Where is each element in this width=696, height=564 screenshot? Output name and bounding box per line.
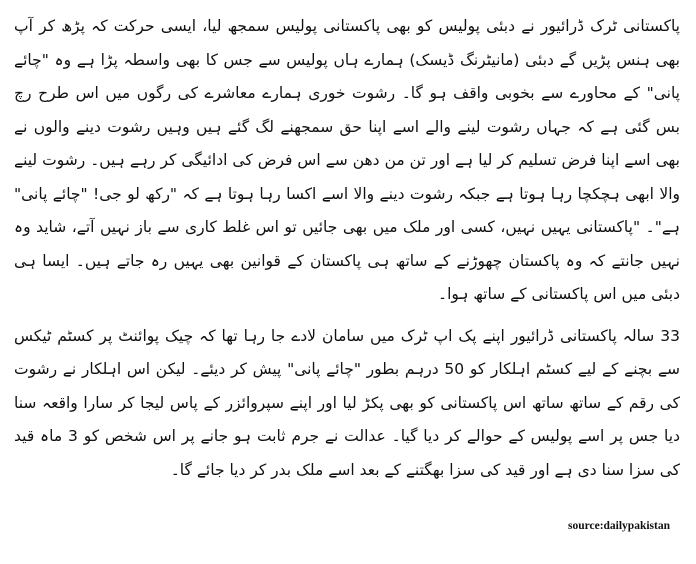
article-paragraph-1: پاکستانی ٹرک ڈرائیور نے دبئی پولیس کو بھی پاکستانی پولیس سمجھ لیا، ایسی حرکت کہ پڑھ کر آپ بھی ہنس پڑیں گے دبئی (مانیٹرنگ ڈیسک) ہمارے ہاں پولیس سے جس کا بھی واسطہ پڑا ہے وہ "چائے پانی" کے محاورے سے بخوبی واقف ہو گا۔ رشوت خوری ہمارے معاشرے کی رگوں میں اس طرح رچ بس گئی ہے کہ جہاں رشوت لینے والے اسے اپنا حق سمجھنے لگ گئے ہیں وہیں رشوت دینے والوں نے بھی اسے اپنا فرض تسلیم کر لیا ہے اور تن من دھن سے اس فرض کی ادائیگی کر رہے ہیں۔ رشوت لینے والا ابھی ہچکچا رہا ہوتا ہے جبکہ رشوت دینے والا اسے اکسا رہا ہوتا ہے کہ "رکھ لو جی! "چائے پانی" ہے"۔ "پاکستانی یہیں نہیں، کسی اور ملک میں بھی جائیں تو اس غلط کاری سے باز نہیں آتے، شاید وہ نہیں جانتے کہ وہ پاکستان چھوڑنے کے ساتھ ہی پاکستان کے قوانین بھی یہیں رہ جاتے ہیں۔ ایسا ہی دبئی میں اس پاکستانی کے ساتھ ہوا۔ — [14, 17, 680, 303]
source-credit: source:dailypakistan — [567, 520, 670, 532]
article — [14, 10, 680, 554]
article-paragraph-2: 33 سالہ پاکستانی ڈرائیور اپنے پک اپ ٹرک میں سامان لادے جا رہا تھا کہ چیک پوائنٹ پر کسٹم ٹیکس سے بچنے کے لیے کسٹم اہلکار کو 50 درہم بطور "چائے پانی" پیش کر دیئے۔ لیکن اس اہلکار نے رشوت کی رقم کے ساتھ ساتھ اس پاکستانی کو بھی پکڑ لیا اور اپنے سپروائزر کے پاس لیجا کر سارا واقعہ سنا دیا جس پر اسے پولیس کے حوالے کر دیا گیا۔ عدالت نے جرم ثابت ہو جانے پر اس شخص کو 3 ماہ قید کی سزا سنا دی ہے اور قید کی سزا بھگتنے کے بعد اسے ملک بدر کر دیا جائے گا۔ — [14, 326, 680, 479]
